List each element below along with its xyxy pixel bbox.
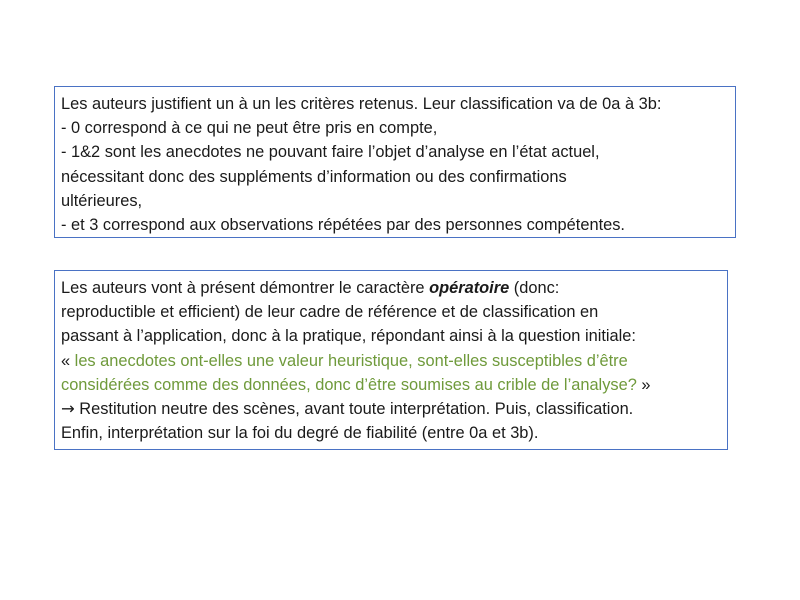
restitution-text: Restitution neutre des scènes, avant toute interprétation. Puis, classification.: [74, 400, 634, 419]
application-line-2: reproductible et efficient) de leur cadre de référence et de classification en: [61, 303, 599, 322]
criteria-line-4: nécessitant donc des suppléments d’information ou des confirmations: [61, 167, 567, 186]
quote-open-mark: «: [61, 351, 75, 370]
application-line-1-end: (donc:: [509, 279, 560, 297]
criteria-line-5: ultérieures,: [61, 191, 143, 210]
criteria-line-3: - 1&2 sont les anecdotes ne pouvant faire l’objet d’analyse en l’état actuel,: [61, 143, 600, 162]
operatoire-emphasis: opératoire: [429, 279, 510, 297]
application-line-1: [61, 276, 721, 300]
quote-close-mark: »: [636, 375, 651, 394]
quote-text-2: considérées comme des données, donc d’être soumises au crible de l’analyse?: [61, 375, 637, 394]
criteria-text-box: [54, 86, 736, 238]
criteria-line-6: - et 3 correspond aux observations répétées par des personnes compétentes.: [61, 216, 625, 235]
application-line-7: Enfin, interprétation sur la foi du degré de fiabilité (entre 0a et 3b).: [61, 424, 539, 443]
application-line-1-start: Les auteurs vont à présent démontrer le caractère: [61, 279, 430, 297]
criteria-line-1: Les auteurs justifient un à un les critères retenus. Leur classification va de 0a à 3b:: [61, 95, 662, 113]
application-line-6: [61, 397, 721, 421]
criteria-line-2: - 0 correspond à ce qui ne peut être pris en compte,: [61, 119, 438, 138]
quote-text-1: les anecdotes ont-elles une valeur heuristique, sont-elles susceptibles d’être: [74, 351, 628, 370]
quote-line-2: [61, 373, 721, 397]
application-line-3: passant à l’application, donc à la pratique, répondant ainsi à la question initiale:: [61, 327, 636, 346]
application-text-box: [54, 270, 728, 450]
arrow-right-icon: →: [61, 399, 75, 419]
quote-line-1: [61, 349, 721, 373]
